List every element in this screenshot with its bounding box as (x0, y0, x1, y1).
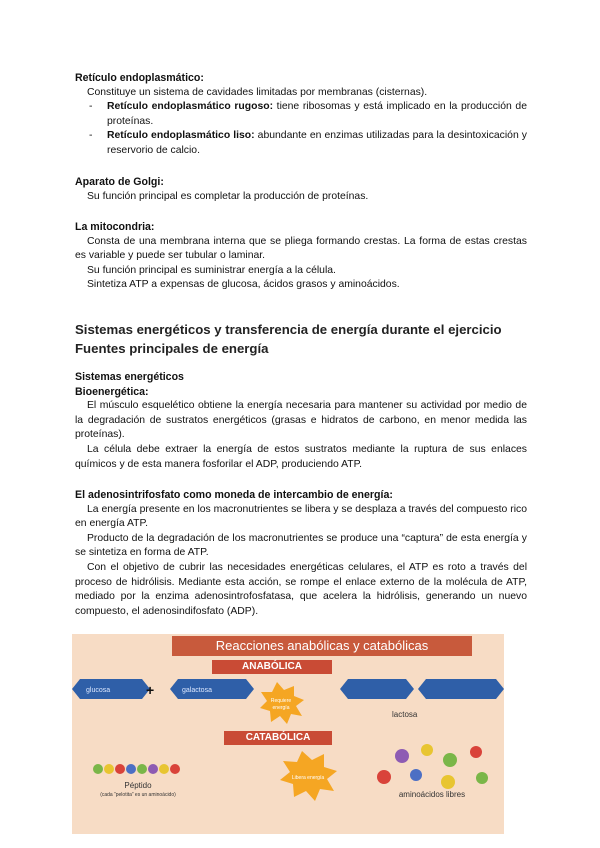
lactosa-text: lactosa (392, 710, 418, 719)
rugoso-label: Retículo endoplasmático rugoso: (107, 101, 274, 113)
mitocondria-p2: Su función principal es suministrar energía a la célula. (87, 264, 336, 276)
golgi-section (75, 175, 527, 204)
plus-sign: + (146, 682, 155, 698)
reticulo-title: Retículo endoplasmático: (75, 72, 204, 84)
golgi-title: Aparato de Golgi: (75, 176, 164, 188)
atp-title: El adenosintrifosfato como moneda de intercambio de energía: (75, 489, 393, 501)
aminoacidos-text: aminoácidos libres (398, 790, 466, 799)
bioenergetica-subtitle: Bioenergética: (75, 385, 149, 398)
reticulo-intro: Constituye un sistema de cavidades limitadas por membranas (cisternas). (87, 86, 428, 98)
libera-text: Libera energía (291, 775, 325, 781)
figure-graphic (72, 634, 504, 834)
sistemas-title: Sistemas energéticos (75, 371, 184, 383)
aminoacidos-libres (377, 744, 488, 789)
reactions-figure (72, 634, 504, 834)
list-item-rugoso: - Retículo endoplasmático rugoso: tiene ribosomas y está implicado en la producción de proteínas. (89, 101, 527, 127)
atp-p2: Producto de la degradación de los macronutrientes se produce una “captura” de esta energía y se sintetiza en forma de ATP. (75, 532, 527, 559)
galactosa-text: galactosa (182, 687, 212, 694)
reticulo-list (75, 100, 527, 158)
section-title-line1: Sistemas energéticos y transferencia de energía durante el ejercicio (75, 322, 502, 337)
section-title (75, 320, 535, 358)
atp-p3: Con el objetivo de cubrir las necesidades energéticas celulares, el ATP es roto a través del proceso de hidrólisis. Mediante esta acción, se rompe el enlace externo de la molécula de ATP, mediado por la enzima adenosintrofosfatasa, que acelera la hidrólisis, generando un nuevo compuesto, el adenosindifosfato (ADP). (75, 561, 527, 617)
peptido-chain (93, 764, 180, 774)
sistemas-p1: El músculo esquelético obtiene la energía necesaria para mantener su actividad por medio de la degradación de sustratos energéticos (grasas e hidratos de carbono, en menor medida las proteínas). (75, 400, 527, 441)
reticulo-section (75, 71, 527, 159)
mitocondria-title: La mitocondria: (75, 221, 155, 233)
sistemas-p2: La célula debe extraer la energía de estos sustratos mediante la ruptura de sus enlaces químicos y de esta manera fosforilar el ADP, produciendo ATP. (75, 443, 527, 470)
atp-section (75, 488, 527, 619)
list-item-liso: - Retículo endoplasmático liso: abundante en enzimas utilizadas para la desintoxicación y reservorio de calcio. (89, 130, 527, 156)
liso-text: abundante en enzimas utilizadas para la desintoxicación y reservorio de calcio. (107, 130, 527, 156)
requiere-energia-burst (260, 682, 304, 724)
peptido-text: Péptido (124, 781, 152, 790)
section-title-line2: Fuentes principales de energía (75, 341, 269, 356)
glucosa-molecule (72, 679, 150, 699)
sistemas-section (75, 370, 527, 472)
glucosa-text: glucosa (86, 687, 111, 694)
mitocondria-section (75, 220, 527, 293)
mitocondria-p3: Sintetiza ATP a expensas de glucosa, ácidos grasos y aminoácidos. (87, 279, 400, 291)
galactosa-molecule (170, 679, 254, 699)
golgi-text: Su función principal es completar la producción de proteínas. (87, 190, 369, 202)
requiere-line1: Requiere (270, 698, 292, 704)
figure-title: Reacciones anabólicas y catabólicas (172, 636, 472, 656)
rugoso-text: tiene ribosomas y está implicado en la producción de proteínas. (107, 101, 527, 127)
requiere-line2: energía (272, 705, 290, 711)
mitocondria-p1: Consta de una membrana interna que se pliega formando crestas. La forma de estas crestas es variable y puede ser tubular o laminar. (75, 235, 527, 262)
anabolica-label: ANABÓLICA (212, 660, 332, 674)
peptido-subtext: (cada “pelotita” es un aminoácido) (100, 792, 176, 798)
liso-label: Retículo endoplasmático liso: (107, 130, 255, 142)
libera-energia-burst (280, 751, 337, 801)
lactosa-molecule (340, 679, 504, 699)
atp-p1: La energía presente en los macronutrientes se libera y se desplaza a través del compuesto rico en energía ATP. (75, 503, 527, 530)
catabolica-label: CATABÓLICA (224, 731, 332, 745)
